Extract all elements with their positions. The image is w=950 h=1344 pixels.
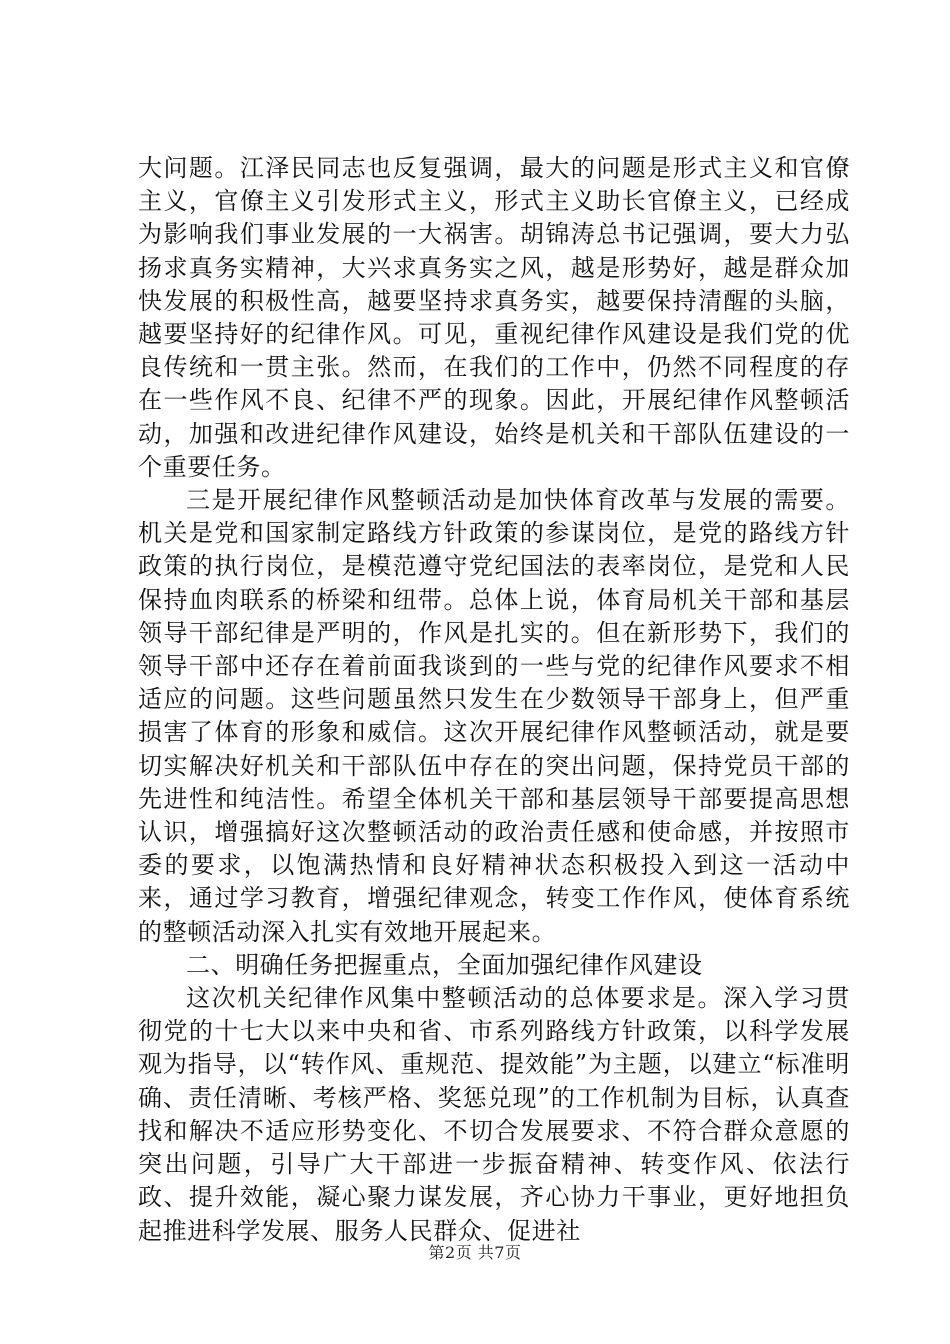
paragraph-1: 大问题。江泽民同志也反复强调，最大的问题是形式主义和官僚主义，官僚主义引发形式主义，形式主义助长官僚主义，已经成为影响我们事业发展的一大祸害。胡锦涛总书记强调，要大力弘扬求真务实精神，大兴求真务实之风，越是形势好，越是群众加快发展的积极性高，越要坚持求真务实，越要保持清醒的头脑，越要坚持好的纪律作风。可见，重视纪律作风建设是我们党的优良传统和一贯主张。然而，在我们的工作中，仍然不同程度的存在一些作风不良、纪律不严的现象。因此，开展纪律作风整顿活动，加强和改进纪律作风建设，始终是机关和干部队伍建设的一个重要任务。 [138,154,850,481]
section-heading: 二、明确任务把握重点，全面加强纪律作风建设 [186,950,703,979]
paragraph-3: 这次机关纪律作风集中整顿活动的总体要求是。深入学习贯彻党的十七大以来中央和省、市系列路线方针政策，以科学发展观为指导，以“转作风、重规范、提效能”为主题，以建立“标准明确、责任清晰、考核严格、奖惩兑现”的工作机制为目标，认真查找和解决不适应形势变化、不切合发展要求、不符合群众意愿的突出问题，引导广大干部进一步振奋精神、转变作风、依法行政、提升效能，凝心聚力谋发展，齐心协力干事业，更好地担负起推进科学发展、服务人民群众、促进社 [138,984,850,1245]
document-body [138,152,850,1248]
paragraph-2: 三是开展纪律作风整顿活动是加快体育改革与发展的需要。机关是党和国家制定路线方针政策的参谋岗位，是党的路线方针政策的执行岗位，是模范遵守党纪国法的表率岗位，是党和人民保持血肉联系的桥梁和纽带。总体上说，体育局机关干部和基层领导干部纪律是严明的，作风是扎实的。但在新形势下，我们的领导干部中还存在着前面我谈到的一些与党的纪律作风要求不相适应的问题。这些问题虽然只发生在少数领导干部身上，但严重损害了体育的形象和威信。这次开展纪律作风整顿活动，就是要切实解决好机关和干部队伍中存在的突出问题，保持党员干部的先进性和纯洁性。希望全体机关干部和基层领导干部要提高思想认识，增强搞好这次整顿活动的政治责任感和使命感，并按照市委的要求，以饱满热情和良好精神状态积极投入到这一活动中来，通过学习教育，增强纪律观念，转变工作作风，使体育系统的整顿活动深入扎实有效地开展起来。 [138,486,850,946]
page-number-footer: 第2页 共7页 [428,1243,522,1262]
